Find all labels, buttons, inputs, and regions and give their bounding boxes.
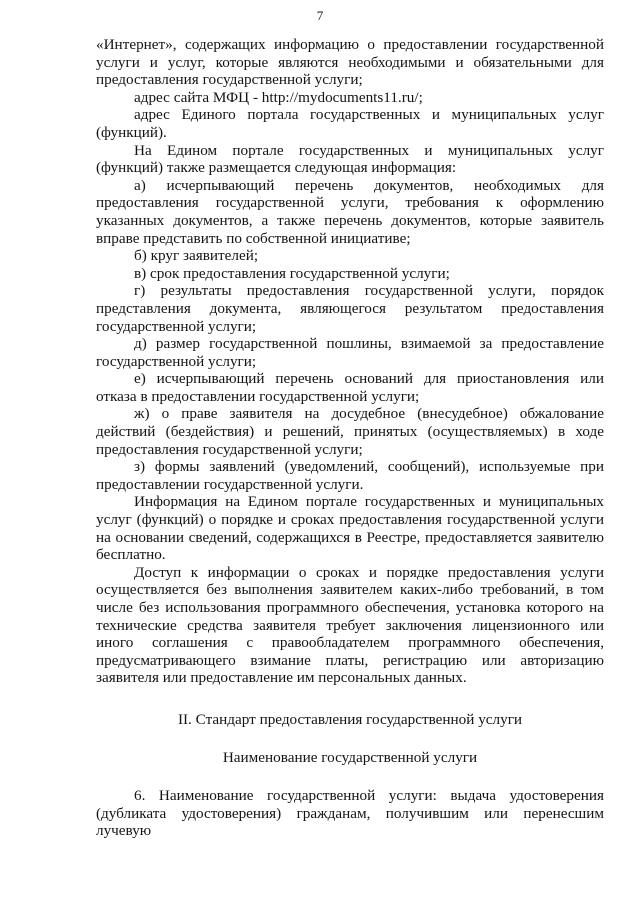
list-item: ж) о праве заявителя на досудебное (внесудебное) обжалование действий (бездействия) и решений, принятых (осуществляемых) в ходе предоставления государственной услуги; xyxy=(96,405,604,458)
paragraph: Доступ к информации о сроках и порядке предоставления услуги осуществляется без выполнения заявителем каких-либо требований, в том числе без использования программного обеспечения, установка которого на технические средства заявителя требует заключения лицензионного или иного соглашения с правообладателем программного обеспечения, предусматривающего взимание платы, регистрацию или авторизацию заявителя или предоставление им персональных данных. xyxy=(96,563,604,687)
list-item: г) результаты предоставления государственной услуги, порядок представления документа, являющегося результатом предоставления государственной услуги; xyxy=(96,282,604,335)
page-number: 7 xyxy=(316,8,324,23)
list-item: е) исчерпывающий перечень оснований для приостановления или отказа в предоставлении государственной услуги; xyxy=(96,370,604,405)
paragraph: «Интернет», содержащих информацию о предоставлении государственной услуги и услуг, которые являются необходимыми и обязательными для предоставления государственной услуги; xyxy=(96,36,604,89)
list-item: а) исчерпывающий перечень документов, необходимых для предоставления государственной услуги, требования к оформлению указанных документов, а также перечень документов, которые заявитель вправе представить по собственной инициативе; xyxy=(96,176,604,247)
list-item: з) формы заявлений (уведомлений, сообщений), используемые при предоставлении государственной услуги. xyxy=(96,458,604,493)
paragraph-6: 6. Наименование государственной услуги: выдача удостоверения (дубликата удостоверения) гражданам, получившим или перенесшим лучевую xyxy=(96,787,604,840)
list-item: б) круг заявителей; xyxy=(134,247,259,265)
paragraph: адрес Единого портала государственных и муниципальных услуг (функций). xyxy=(96,106,604,141)
section-heading: II. Стандарт предоставления государственной услуги xyxy=(177,710,523,728)
subsection-heading: Наименование государственной услуги xyxy=(222,748,478,766)
list-item: д) размер государственной пошлины, взимаемой за предоставление государственной услуги; xyxy=(96,335,604,370)
list-item: в) срок предоставления государственной услуги; xyxy=(134,264,450,282)
document-body xyxy=(96,36,604,840)
paragraph: На Едином портале государственных и муниципальных услуг (функций) также размещается следующая информация: xyxy=(96,141,604,177)
paragraph: адрес сайта МФЦ - http://mydocuments11.ru/; xyxy=(134,88,423,106)
paragraph: Информация на Едином портале государственных и муниципальных услуг (функций) о порядке и сроках предоставления государственной услуги на основании сведений, содержащихся в Реестре, предоставляется заявителю бесплатно. xyxy=(96,493,604,564)
